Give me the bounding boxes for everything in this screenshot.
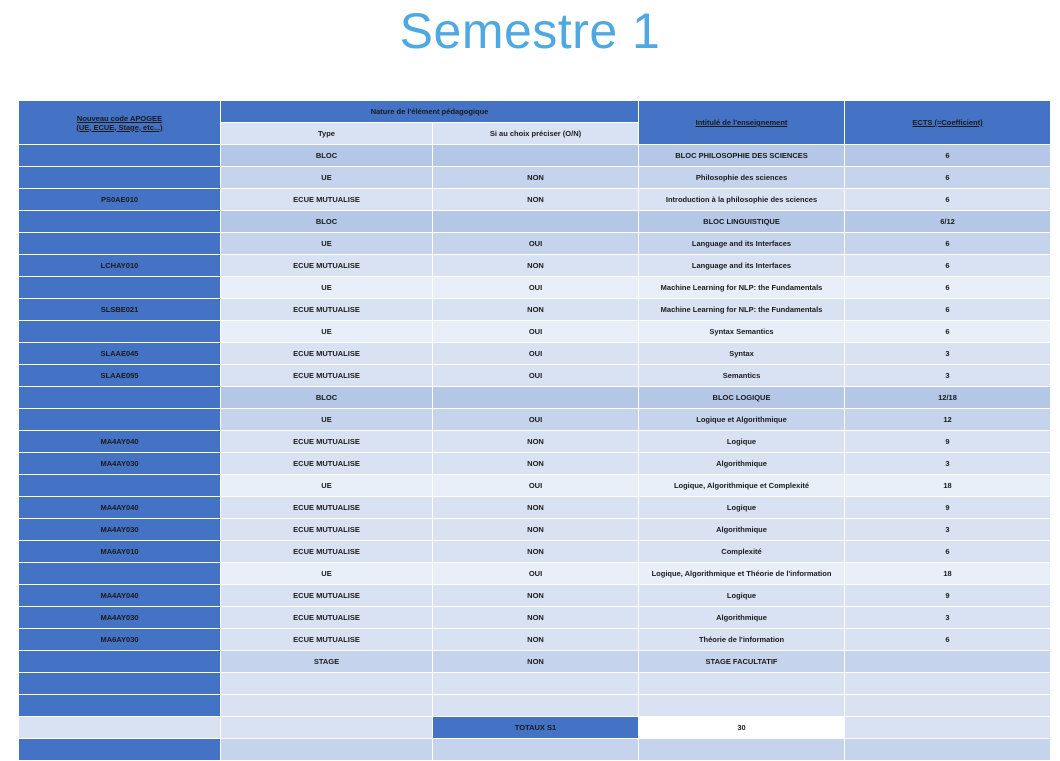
cell-apogee-code: SLAAE055 [19, 365, 221, 387]
table-row [19, 497, 1051, 519]
table-header [19, 101, 1051, 145]
cell-ects: 6 [845, 255, 1051, 277]
cell-type: ECUE MUTUALISE [221, 431, 433, 453]
cell-ects: 6 [845, 233, 1051, 255]
cell-ects [845, 651, 1051, 673]
table-row [19, 541, 1051, 563]
cell-choice: OUI [433, 365, 639, 387]
cell-apogee-code: MA4AY040 [19, 497, 221, 519]
totals-spacer-code [19, 717, 221, 739]
cell-choice: OUI [433, 475, 639, 497]
cell-course-title: Semantics [639, 365, 845, 387]
cell-apogee-code [19, 211, 221, 233]
header-nature: Nature de l'élément pédagogique [221, 101, 639, 123]
totals-value: 30 [639, 717, 845, 739]
cell-course-title: Algorithmique [639, 519, 845, 541]
cell-ects: 18 [845, 563, 1051, 585]
totals-spacer-type [221, 717, 433, 739]
header-code-line1: Nouveau code APOGEE [76, 113, 163, 123]
cell-type: ECUE MUTUALISE [221, 629, 433, 651]
cell-course-title: Introduction à la philosophie des sciences [639, 189, 845, 211]
cell-choice: NON [433, 167, 639, 189]
cell-course-title: Logique [639, 431, 845, 453]
cell-ects [845, 673, 1051, 695]
cell-apogee-code: MA4AY040 [19, 431, 221, 453]
cell-ects: 3 [845, 365, 1051, 387]
header-intitule: Intitulé de l'enseignement [639, 101, 845, 145]
cell-course-title [639, 695, 845, 717]
cell-type: UE [221, 475, 433, 497]
cell-apogee-code: MA4AY030 [19, 607, 221, 629]
cell-apogee-code: MA4AY030 [19, 519, 221, 541]
table-row [19, 255, 1051, 277]
cell-ects: 3 [845, 343, 1051, 365]
cell-course-title: Logique, Algorithmique et Théorie de l'information [639, 563, 845, 585]
cell-choice: NON [433, 651, 639, 673]
table-row [19, 673, 1051, 695]
header-ects: ECTS (=Coefficient) [845, 101, 1051, 145]
cell-ects: 6/12 [845, 211, 1051, 233]
table-row [19, 167, 1051, 189]
cell-type: ECUE MUTUALISE [221, 365, 433, 387]
cell-ects: 12/18 [845, 387, 1051, 409]
cell-choice: NON [433, 453, 639, 475]
cell-apogee-code: MA4AY030 [19, 453, 221, 475]
cell-type: ECUE MUTUALISE [221, 607, 433, 629]
cell-ects: 6 [845, 299, 1051, 321]
cell-apogee-code: MA6AY030 [19, 629, 221, 651]
curriculum-table [18, 100, 1051, 761]
cell-choice: NON [433, 629, 639, 651]
table-row [19, 387, 1051, 409]
cell-ects: 6 [845, 189, 1051, 211]
cell-choice [433, 211, 639, 233]
cell-type: ECUE MUTUALISE [221, 585, 433, 607]
cell-ects: 12 [845, 409, 1051, 431]
header-nature-type: Type [221, 123, 433, 145]
cell-choice [433, 695, 639, 717]
cell-course-title [639, 673, 845, 695]
cell-apogee-code [19, 145, 221, 167]
bottom-bar-ects [845, 739, 1051, 761]
cell-ects: 18 [845, 475, 1051, 497]
bottom-bar-type [221, 739, 433, 761]
totals-spacer-ects [845, 717, 1051, 739]
table-row [19, 629, 1051, 651]
cell-ects: 9 [845, 497, 1051, 519]
cell-choice: NON [433, 431, 639, 453]
table-row [19, 453, 1051, 475]
cell-course-title: Syntax Semantics [639, 321, 845, 343]
bottom-bar-code [19, 739, 221, 761]
cell-course-title: Logique et Algorithmique [639, 409, 845, 431]
cell-type: ECUE MUTUALISE [221, 189, 433, 211]
cell-apogee-code: MA6AY010 [19, 541, 221, 563]
cell-apogee-code [19, 233, 221, 255]
cell-apogee-code [19, 277, 221, 299]
cell-ects: 6 [845, 321, 1051, 343]
cell-choice: NON [433, 541, 639, 563]
cell-course-title: Syntax [639, 343, 845, 365]
cell-choice: OUI [433, 409, 639, 431]
cell-apogee-code [19, 475, 221, 497]
cell-choice: OUI [433, 321, 639, 343]
cell-type: BLOC [221, 387, 433, 409]
page-title: Semestre 1 [399, 3, 661, 59]
table-row [19, 409, 1051, 431]
cell-course-title: Logique [639, 497, 845, 519]
cell-course-title: Complexité [639, 541, 845, 563]
table-row [19, 563, 1051, 585]
table-row [19, 651, 1051, 673]
cell-ects: 6 [845, 541, 1051, 563]
table-row [19, 211, 1051, 233]
cell-choice [433, 387, 639, 409]
totals-label: TOTAUX S1 [433, 717, 639, 739]
cell-course-title: Algorithmique [639, 607, 845, 629]
header-code [19, 101, 221, 145]
cell-choice: NON [433, 255, 639, 277]
table-header-row [19, 101, 1051, 123]
cell-choice: OUI [433, 277, 639, 299]
table-row [19, 277, 1051, 299]
cell-course-title: Logique [639, 585, 845, 607]
cell-type: ECUE MUTUALISE [221, 497, 433, 519]
cell-course-title: Philosophie des sciences [639, 167, 845, 189]
cell-apogee-code: SLSBE021 [19, 299, 221, 321]
cell-choice: NON [433, 189, 639, 211]
table-row [19, 519, 1051, 541]
bottom-bar-intitule [639, 739, 845, 761]
curriculum-table-wrapper [18, 100, 1050, 761]
table-footer [19, 717, 1051, 761]
cell-ects: 6 [845, 277, 1051, 299]
cell-choice [433, 673, 639, 695]
cell-apogee-code [19, 321, 221, 343]
cell-choice: NON [433, 585, 639, 607]
table-row [19, 365, 1051, 387]
table-row [19, 233, 1051, 255]
table-row [19, 607, 1051, 629]
cell-type: BLOC [221, 211, 433, 233]
cell-ects: 9 [845, 431, 1051, 453]
cell-type: UE [221, 167, 433, 189]
cell-apogee-code [19, 387, 221, 409]
cell-course-title: Théorie de l'information [639, 629, 845, 651]
cell-type: ECUE MUTUALISE [221, 519, 433, 541]
cell-choice: NON [433, 519, 639, 541]
cell-type: ECUE MUTUALISE [221, 541, 433, 563]
cell-course-title: Machine Learning for NLP: the Fundamentals [639, 299, 845, 321]
table-row [19, 431, 1051, 453]
cell-type: ECUE MUTUALISE [221, 453, 433, 475]
cell-ects: 6 [845, 167, 1051, 189]
table-row [19, 321, 1051, 343]
cell-apogee-code: SLAAE045 [19, 343, 221, 365]
totals-row [19, 717, 1051, 739]
cell-type [221, 695, 433, 717]
cell-apogee-code [19, 651, 221, 673]
cell-course-title: BLOC PHILOSOPHIE DES SCIENCES [639, 145, 845, 167]
table-row [19, 189, 1051, 211]
cell-type: ECUE MUTUALISE [221, 299, 433, 321]
cell-apogee-code [19, 673, 221, 695]
cell-apogee-code: PS0AE010 [19, 189, 221, 211]
cell-type: UE [221, 233, 433, 255]
table-row [19, 299, 1051, 321]
table-row [19, 585, 1051, 607]
cell-choice: NON [433, 497, 639, 519]
table-row [19, 475, 1051, 497]
header-nature-choice: Si au choix préciser (O/N) [433, 123, 639, 145]
cell-choice [433, 145, 639, 167]
cell-course-title: BLOC LINGUISTIQUE [639, 211, 845, 233]
cell-ects: 3 [845, 519, 1051, 541]
cell-apogee-code: MA4AY040 [19, 585, 221, 607]
cell-apogee-code [19, 409, 221, 431]
cell-course-title: Language and its Interfaces [639, 255, 845, 277]
cell-ects: 3 [845, 453, 1051, 475]
cell-type: ECUE MUTUALISE [221, 255, 433, 277]
cell-choice: NON [433, 299, 639, 321]
cell-course-title: Language and its Interfaces [639, 233, 845, 255]
table-row [19, 343, 1051, 365]
cell-type: STAGE [221, 651, 433, 673]
cell-choice: OUI [433, 233, 639, 255]
cell-ects: 9 [845, 585, 1051, 607]
cell-ects: 3 [845, 607, 1051, 629]
cell-ects: 6 [845, 629, 1051, 651]
cell-course-title: BLOC LOGIQUE [639, 387, 845, 409]
cell-choice: OUI [433, 343, 639, 365]
cell-course-title: Logique, Algorithmique et Complexité [639, 475, 845, 497]
cell-ects: 6 [845, 145, 1051, 167]
cell-course-title: Machine Learning for NLP: the Fundamentals [639, 277, 845, 299]
table-row [19, 695, 1051, 717]
table-row [19, 145, 1051, 167]
cell-ects [845, 695, 1051, 717]
cell-course-title: Algorithmique [639, 453, 845, 475]
cell-type: ECUE MUTUALISE [221, 343, 433, 365]
table-body [19, 145, 1051, 717]
header-code-line2: (UE, ECUE, Stage, etc...) [76, 122, 163, 132]
cell-type: UE [221, 277, 433, 299]
cell-type: UE [221, 321, 433, 343]
cell-type: BLOC [221, 145, 433, 167]
cell-course-title: STAGE FACULTATIF [639, 651, 845, 673]
cell-apogee-code: LCHAY010 [19, 255, 221, 277]
cell-apogee-code [19, 563, 221, 585]
bottom-bar-row [19, 739, 1051, 761]
cell-choice: NON [433, 607, 639, 629]
cell-apogee-code [19, 695, 221, 717]
cell-type: UE [221, 409, 433, 431]
cell-type: UE [221, 563, 433, 585]
bottom-bar-choice [433, 739, 639, 761]
cell-type [221, 673, 433, 695]
cell-apogee-code [19, 167, 221, 189]
cell-choice: OUI [433, 563, 639, 585]
